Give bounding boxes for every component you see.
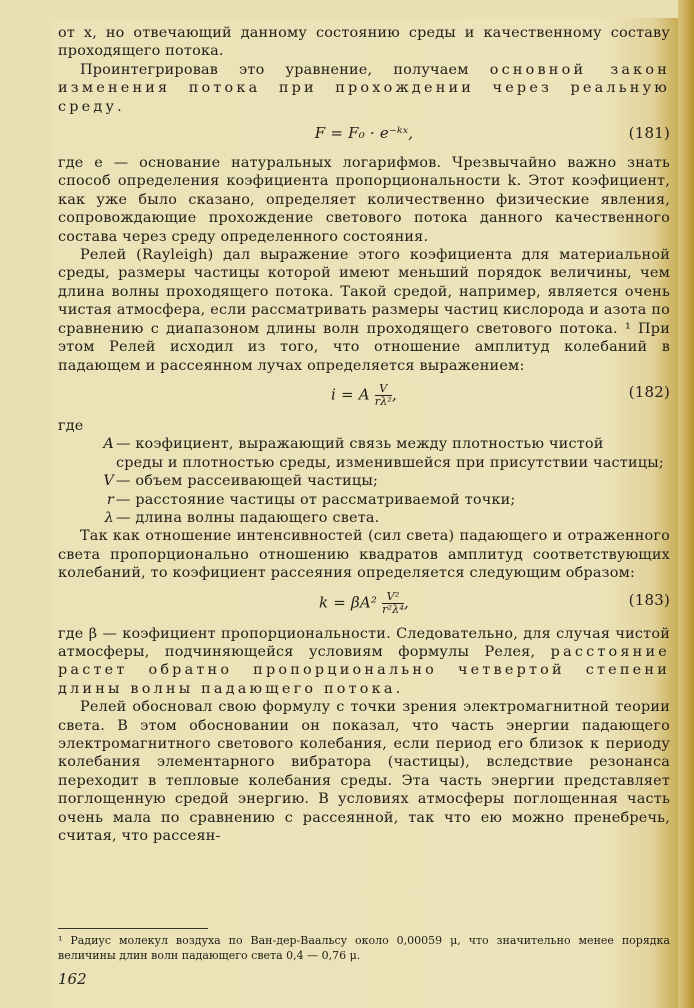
definition-text: — длина волны падающего света. [116,509,380,526]
definition-item [58,509,670,527]
page-number: 162 [58,970,87,988]
formula-183 [58,585,670,623]
definition-symbol: A [103,436,114,453]
paragraph-text: где β — коэфициент пропорциональности. Следовательно, для случая чистой атмосферы, подчиняющейся условиям формулы Релея, [58,625,670,660]
definition-list [58,435,670,527]
formula-expression: F = F₀ · e⁻ᵏˣ, [314,124,414,143]
formula-number: (183) [628,590,670,609]
fraction [382,591,404,616]
formula-181 [58,118,670,152]
definition-symbol: r [106,491,114,508]
formula-expression [58,383,670,408]
paragraph: Так как отношение интенсивностей (сил света) падающего и отраженного света пропорционально отношению квадратов амплитуд соответствующих колебаний, то коэфициент рассеяния определяется следующим образом: [58,528,670,582]
definition-symbol: V [103,473,114,490]
page-edge [678,0,694,1008]
paragraph-text: Проинтегрировав это уравнение, получаем [80,61,490,78]
emphasized-text: основной закон изменения потока при прохождении через реальную среду. [58,61,671,115]
definition-item [58,491,670,509]
main-text [58,24,670,845]
paragraph [58,61,670,116]
paragraph: от x, но отвечающий данному состоянию среды и качественному составу проходящего потока. [58,25,670,60]
numerator: V [375,383,392,396]
formula-182 [58,377,670,415]
definition-item [58,435,670,453]
formula-expression [58,591,670,616]
footnote: ¹ Радиус молекул воздуха по Ван-дер-Ваальсу около 0,00059 μ, что значительно менее порядка величины длин волн падающего света 0,4 — 0,76 μ. [58,934,670,962]
definition-item [58,472,670,490]
paragraph: Релей (Rayleigh) дал выражение этого коэфициента для материальной среды, размеры частицы которой имеют меньший порядок величины, чем длина волны проходящего потока. Такой средой, например, является очень чистая атмосфера, если рассматривать размеры частиц кислорода и азота по сравнению с диапазоном длины волн проходящего светового потока. ¹ При этом Релей исходил из того, что отношение амплитуд колебаний в падающем и рассеянном лучах определяется выражением: [58,247,670,374]
formula-number: (182) [628,382,670,401]
paragraph: Релей обосновал свою формулу с точки зрения электромагнитной теории света. В этом обосновании он показал, что часть энергии падающего электромагнитного светового колебания, если период его близок к периоду колебания элементарного вибратора (частицы), вследствие резонанса переходит в тепловые колебания среды. Эта часть энергии представляет поглощенную средой энергию. В условиях атмосферы поглощенная часть очень мала по сравнению с рассеянной, так что ею можно пренебречь, считая, что рассеян- [58,699,670,845]
definition-text: — коэфициент, выражающий связь между плотностью чистой [116,436,604,453]
denominator: rλ² [374,394,392,408]
definition-text: — расстояние частицы от рассматриваемой точки; [116,491,516,508]
denominator: r²λ⁴ [382,602,404,616]
paragraph: где e — основание натуральных логарифмов. Чрезвычайно важно знать способ определения коэфициента пропорциональности k. Этот коэфициент, как уже было сказано, определяет количественно физические явления, сопровождающие прохождение светового потока данного качественного состава через среду определенного состояния. [58,155,670,245]
footnote-divider [58,928,208,929]
formula-lhs: i = A [331,385,370,404]
definition-text: — объем рассеивающей частицы; [116,473,379,490]
paragraph [58,625,670,699]
formula-lhs: k = βA² [319,593,378,612]
fraction [375,383,392,408]
formula-tail: , [391,385,397,404]
emphasized-text: расстояние растет обратно пропорционально четвертой степени длины волны падающего потока. [58,643,670,697]
formula-number: (181) [628,124,670,143]
formula-tail: , [403,593,409,612]
numerator: V² [382,591,404,604]
where-label: где [58,417,84,434]
definition-continuation: среды и плотностью среды, изменившейся при присутствии частицы; [116,454,664,471]
definition-symbol: λ [104,509,114,526]
